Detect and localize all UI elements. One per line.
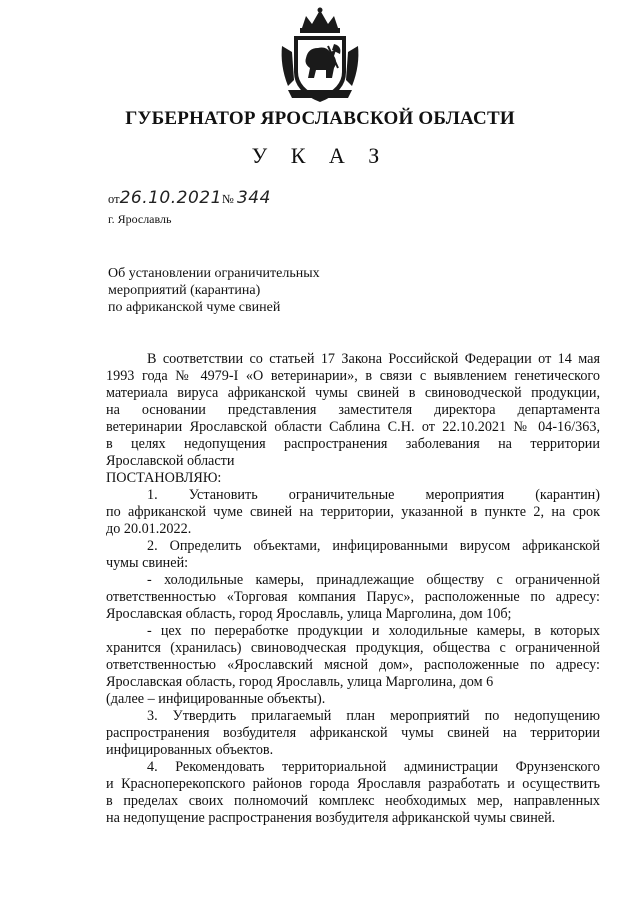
title-line: по африканской чуме свиней — [108, 300, 281, 315]
document-date: 26.10.2021 — [119, 188, 222, 208]
body-line: 3. Утвердить прилагаемый план мероприятий по недопущению — [147, 708, 600, 724]
body-line: - холодильные камеры, принадлежащие обществу с ограниченной — [147, 572, 600, 588]
body-line: ветеринарии Ярославской области Саблина С.Н. от 22.10.2021 № 04-16/363, — [106, 419, 600, 435]
number-prefix: № — [221, 192, 234, 206]
body-line: распространения возбудителя африканской чумы свиней на территории — [106, 725, 600, 741]
body-line: инфицированных объектов. — [106, 742, 274, 758]
body-line: Ярославской области — [106, 453, 235, 469]
body-line: хранится (хранилась) свиноводческая продукция, общества с ограниченной — [106, 640, 600, 656]
body-line: чумы свиней: — [106, 555, 189, 571]
coat-of-arms-emblem — [278, 6, 362, 106]
body-line: на недопущение распространения возбудителя африканской чумы свиней. — [106, 810, 556, 826]
body-line: и Красноперекопского районов города Ярославля разработать и осуществить — [106, 776, 600, 792]
document-type: У К А З — [251, 143, 389, 168]
body-line: ответственностью «Торговая компания Парус», расположенные по адресу: — [106, 589, 600, 605]
document-city: г. Ярославль — [108, 212, 172, 226]
body-line: материала вируса африканской чумы свиней в свиноводческой продукции, — [106, 385, 600, 401]
title-line: Об установлении ограничительных — [108, 266, 320, 281]
body-line: - цех по переработке продукции и холодильные камеры, в которых — [147, 623, 600, 639]
document-number: 344 — [236, 188, 271, 208]
body-line: в пределах своих полномочий комплекс необходимых мер, направленных — [106, 793, 600, 809]
body-line: до 20.01.2022. — [106, 521, 192, 537]
body-line: (далее – инфицированные объекты). — [106, 691, 326, 707]
document-title — [108, 265, 320, 316]
issuing-authority: ГУБЕРНАТОР ЯРОСЛАВСКОЙ ОБЛАСТИ — [125, 108, 515, 129]
body-line: В соответствии со статьей 17 Закона Российской Федерации от 14 мая — [147, 351, 600, 367]
body-line: 1993 года № 4979-I «О ветеринарии», в связи с выявлением генетического — [106, 368, 600, 384]
body-line: на основании представления заместителя директора департамента — [106, 402, 600, 418]
body-line: 1. Установить ограничительные мероприятия (карантин) — [147, 487, 600, 503]
title-line: мероприятий (карантина) — [108, 283, 261, 298]
body-line: Ярославская область, город Ярославль, улица Марголина, дом 10б; — [106, 606, 512, 622]
body-line: по африканской чуме свиней на территории, указанной в пункте 2, на срок — [106, 504, 600, 520]
decree-keyword: ПОСТАНОВЛЯЮ: — [106, 470, 222, 486]
body-line: в целях недопущения распространения заболевания на территории — [106, 436, 600, 452]
body-line: 4. Рекомендовать территориальной администрации Фрунзенского — [147, 759, 600, 775]
body-line: ответственностью «Ярославский мясной дом», расположенные по адресу: — [106, 657, 600, 673]
body-line: Ярославская область, город Ярославль, улица Марголина, дом 6 — [106, 674, 494, 690]
body-line: 2. Определить объектами, инфицированными вирусом африканской — [147, 538, 600, 554]
date-prefix: от — [108, 192, 120, 206]
document-dateline — [108, 188, 271, 208]
